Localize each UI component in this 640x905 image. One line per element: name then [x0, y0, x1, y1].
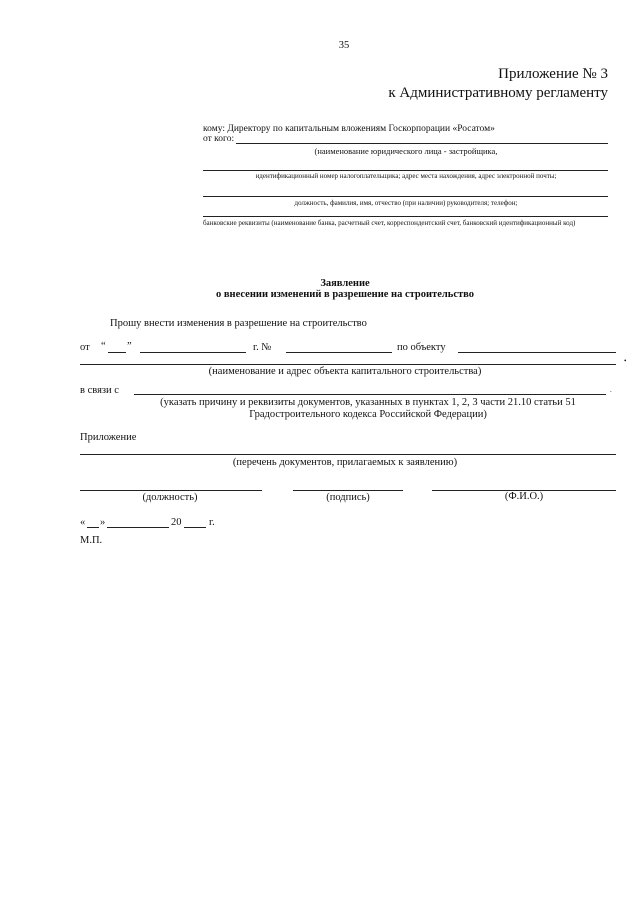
date-year-field-line[interactable]: [184, 527, 206, 528]
object-field-line[interactable]: [458, 352, 616, 353]
quote-close: ”: [127, 341, 132, 352]
signature-field-line[interactable]: [293, 490, 403, 491]
hint-legal-entity: (наименование юридического лица - застройщика,: [314, 146, 498, 156]
month-year-field-line[interactable]: [140, 352, 246, 353]
date-quote-open: «: [80, 517, 86, 528]
request-text: Прошу внести изменения в разрешение на строительство: [110, 318, 367, 329]
addressee-from-label: от кого:: [203, 134, 235, 144]
attachment-label: Приложение: [80, 432, 137, 443]
attachment-hint: (перечень документов, прилагаемых к заявлению): [232, 457, 458, 468]
head-field-line[interactable]: [203, 196, 608, 197]
margin-dot-1: •: [624, 357, 627, 365]
quote-open: “: [101, 341, 106, 352]
year-suffix: г.: [209, 517, 215, 528]
attachment-field-line[interactable]: [80, 454, 616, 455]
year-prefix: 20: [171, 517, 182, 528]
full-name-hint: (Ф.И.О.): [504, 491, 544, 502]
date-month-field-line[interactable]: [107, 527, 169, 528]
bank-field-line[interactable]: [203, 216, 608, 217]
object-field-line-2[interactable]: [80, 364, 616, 365]
signature-hint: (подпись): [326, 492, 370, 503]
appendix-title: Приложение № 3: [498, 66, 608, 82]
reason-hint-1: (указать причину и реквизиты документов, указанных в пунктах 1, 2, 3 части 21.10 статьи 51: [160, 397, 576, 408]
reason-field-line[interactable]: [134, 394, 606, 395]
stamp-label: М.П.: [80, 535, 103, 546]
object-hint: (наименование и адрес объекта капитального строительства): [208, 366, 482, 377]
statement-title: Заявление: [320, 278, 370, 289]
page-number: 35: [338, 40, 350, 51]
object-label: по объекту: [397, 342, 446, 353]
day-field-line[interactable]: [108, 352, 126, 353]
position-hint: (должность): [142, 492, 198, 503]
addressee-to: кому: Директору по капитальным вложениям Госкорпорации «Росатом»: [203, 124, 495, 134]
hint-inn: идентификационный номер налогоплательщика; адрес места нахождения, адрес электронной почты;: [255, 172, 557, 180]
from-field-line[interactable]: [236, 143, 608, 144]
reason-label: в связи с: [80, 385, 119, 396]
margin-dot-2: .: [610, 386, 612, 394]
inn-field-line[interactable]: [203, 170, 608, 171]
date-day-field-line[interactable]: [87, 527, 99, 528]
appendix-subtitle: к Административному регламенту: [388, 85, 608, 101]
from-label: от: [80, 342, 90, 353]
permit-number-field-line[interactable]: [286, 352, 392, 353]
statement-subtitle: о внесении изменений в разрешение на строительство: [216, 289, 474, 300]
reason-hint-2: Градостроительного кодекса Российской Федерации): [249, 409, 487, 420]
number-label: г. №: [253, 342, 272, 353]
hint-bank: банковские реквизиты (наименование банка, расчетный счет, корреспондентский счет, банковский идентификационный код): [203, 219, 576, 227]
hint-head: должность, фамилия, имя, отчество (при наличии) руководителя; телефон;: [294, 199, 518, 207]
date-quote-close: »: [100, 517, 106, 528]
position-field-line[interactable]: [80, 490, 262, 491]
